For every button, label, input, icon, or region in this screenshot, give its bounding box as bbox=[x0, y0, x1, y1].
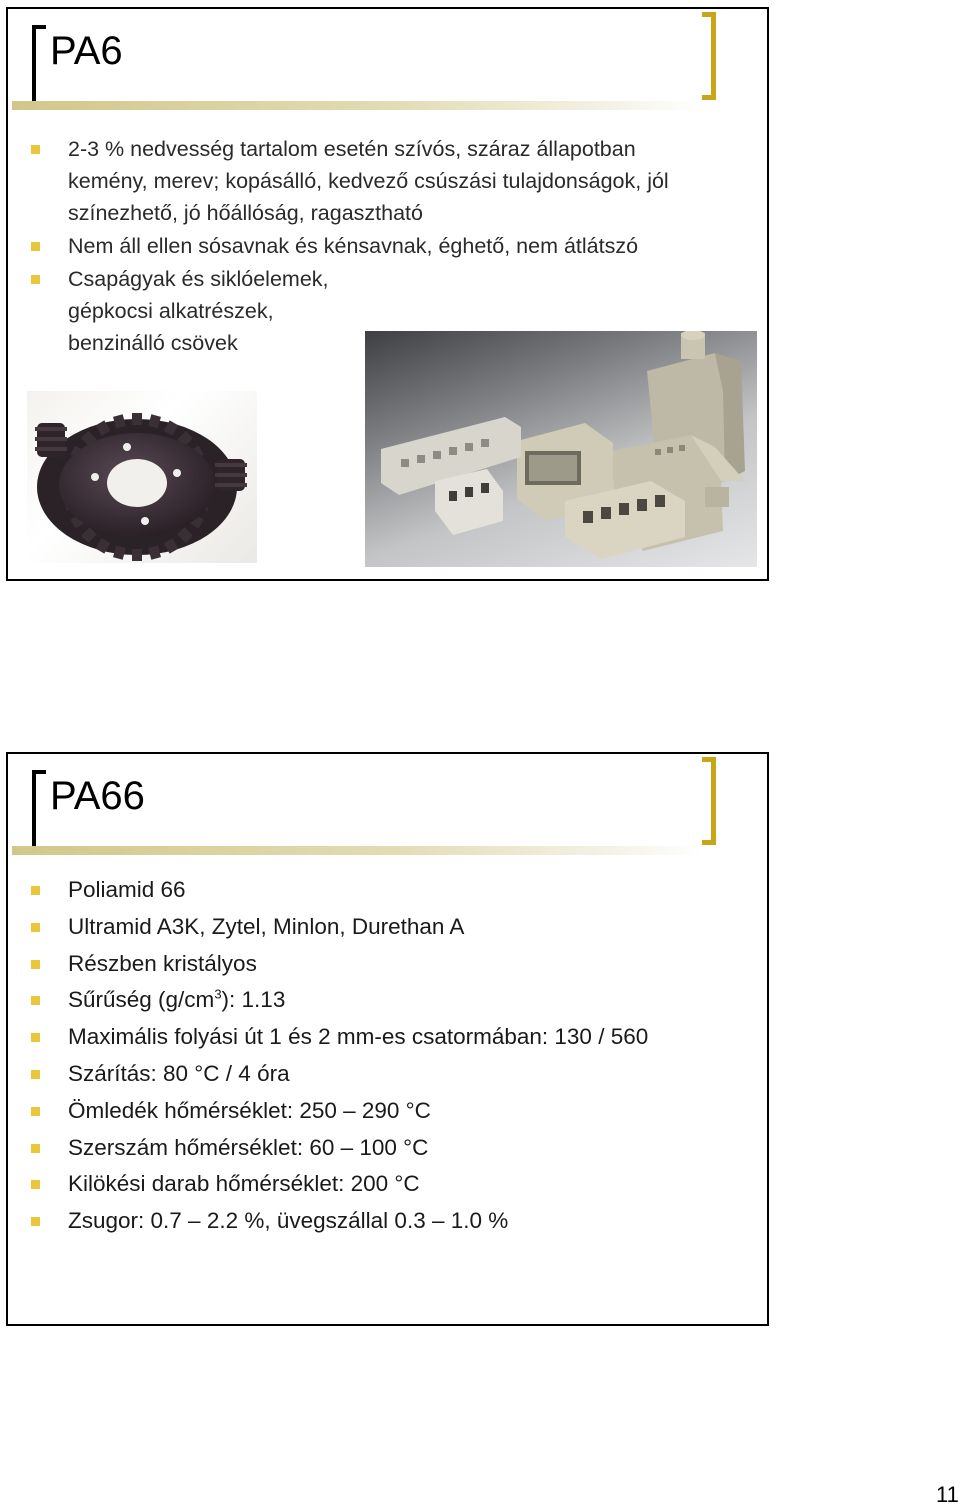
list-item bbox=[8, 946, 738, 983]
slide-pa66 bbox=[6, 752, 769, 1326]
slide-title: PA66 bbox=[50, 774, 145, 818]
list-item bbox=[8, 1130, 738, 1167]
title-bracket-right bbox=[702, 757, 716, 845]
list-item-text: Szárítás: 80 °C / 4 óra bbox=[68, 1060, 290, 1086]
list-item-text: Csapágyak és siklóelemek, gépkocsi alkatrészek, benzinálló csövek bbox=[68, 267, 329, 355]
bullet-square-icon bbox=[31, 923, 40, 932]
bullet-square-icon bbox=[31, 1107, 40, 1116]
slide-title: PA6 bbox=[50, 29, 123, 73]
list-item-text: Kilökési darab hőmérséklet: 200 °C bbox=[68, 1171, 420, 1197]
bullet-square-icon bbox=[31, 1180, 40, 1189]
list-item-text: Maximális folyási út 1 és 2 mm-es csatormában: 130 / 560 bbox=[68, 1024, 649, 1050]
list-item bbox=[8, 1056, 738, 1093]
gear-photo bbox=[27, 391, 257, 563]
bullet-square-icon bbox=[31, 145, 40, 154]
list-item-text: Zsugor: 0.7 – 2.2 %, üvegszállal 0.3 – 1.0 % bbox=[68, 1208, 509, 1234]
bullet-square-icon bbox=[31, 1033, 40, 1042]
list-item bbox=[8, 982, 738, 1019]
bullet-square-icon bbox=[31, 1217, 40, 1226]
list-item bbox=[8, 230, 688, 262]
density-superscript: 3 bbox=[214, 986, 222, 1002]
bullet-square-icon bbox=[31, 960, 40, 969]
list-item bbox=[8, 909, 738, 946]
list-item-text: Ömledék hőmérséklet: 250 – 290 °C bbox=[68, 1097, 431, 1123]
bullet-list bbox=[8, 133, 688, 360]
list-item-text: Nem áll ellen sósavnak és kénsavnak, éghető, nem átlátszó bbox=[68, 234, 639, 258]
bullet-square-icon bbox=[31, 1144, 40, 1153]
list-item-text: Szerszám hőmérséklet: 60 – 100 °C bbox=[68, 1134, 429, 1160]
title-bracket-left bbox=[32, 25, 46, 109]
list-item-text: Ultramid A3K, Zytel, Minlon, Durethan A bbox=[68, 913, 465, 939]
bullet-square-icon bbox=[31, 1070, 40, 1079]
bullet-square-icon bbox=[31, 275, 40, 284]
list-item bbox=[8, 133, 688, 229]
title-underline bbox=[12, 846, 704, 855]
density-text-after: ): 1.13 bbox=[221, 987, 286, 1013]
list-item bbox=[8, 1166, 738, 1203]
connector-image bbox=[365, 331, 757, 567]
slide-pa6 bbox=[6, 7, 769, 581]
page-number: 11 bbox=[936, 1482, 959, 1507]
connector-housing-photo bbox=[365, 331, 757, 567]
list-item bbox=[8, 263, 368, 359]
list-item bbox=[8, 1019, 738, 1056]
list-item bbox=[8, 872, 738, 909]
bullet-square-icon bbox=[31, 996, 40, 1005]
density-text-before: Sűrűség (g/cm bbox=[68, 987, 215, 1013]
bullet-square-icon bbox=[31, 242, 40, 251]
list-item bbox=[8, 1093, 738, 1130]
title-underline bbox=[12, 101, 704, 110]
title-bracket-left bbox=[32, 770, 46, 854]
list-item-text: Részben kristályos bbox=[68, 950, 257, 976]
title-bracket-right bbox=[702, 12, 716, 100]
list-item-text: Poliamid 66 bbox=[68, 877, 186, 902]
gear-image bbox=[27, 391, 257, 563]
bullet-square-icon bbox=[31, 886, 40, 895]
list-item bbox=[8, 1203, 738, 1240]
bullet-list bbox=[8, 872, 738, 1240]
list-item-text: 2-3 % nedvesség tartalom esetén szívós, száraz állapotban kemény, merev; kopásálló, kedvező csúszási tulajdonságok, jól színezhető, jó hőállóság, ragasztható bbox=[68, 137, 669, 225]
